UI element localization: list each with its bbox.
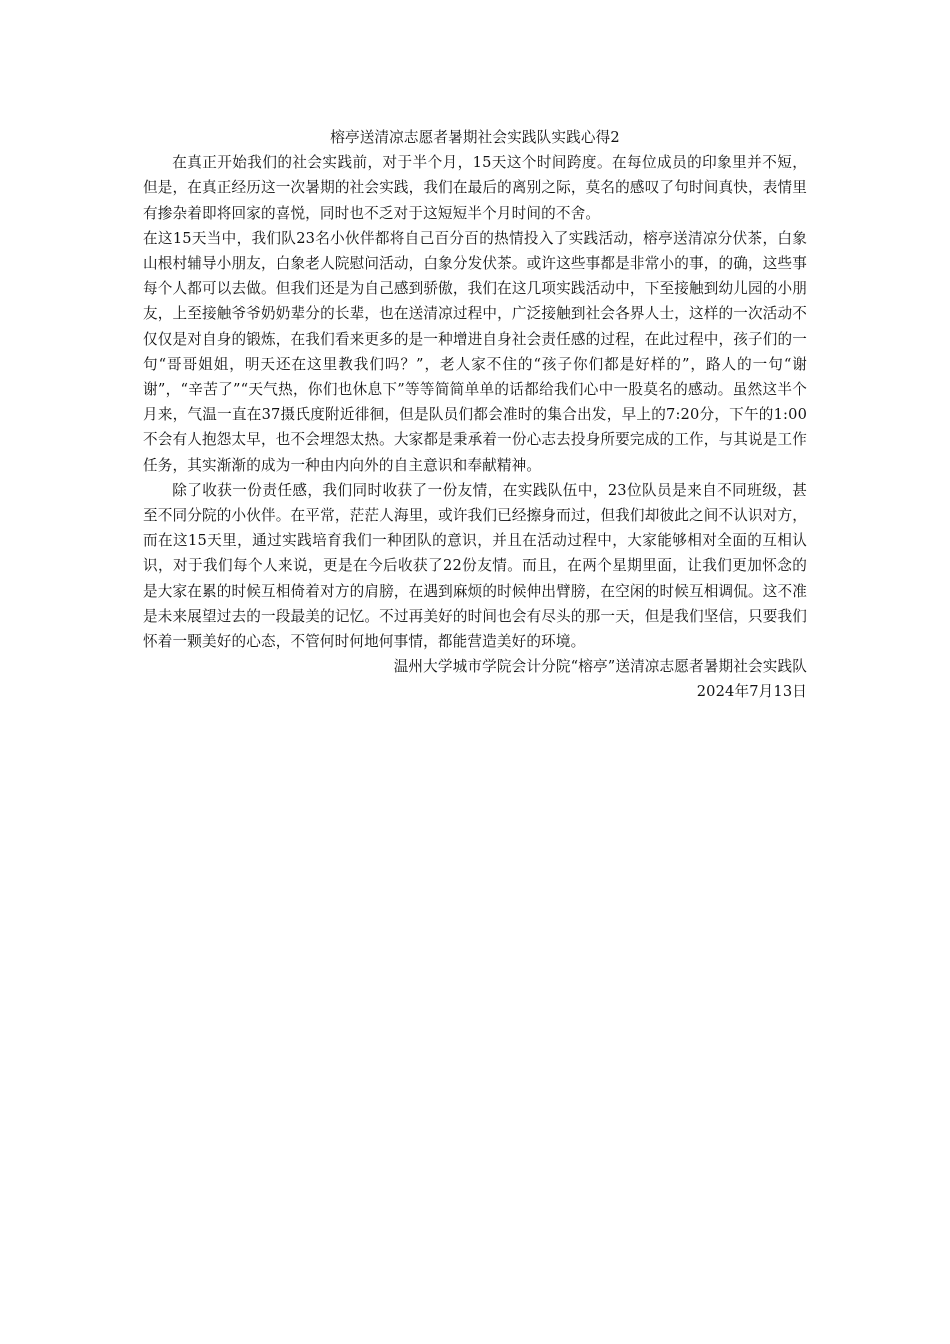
paragraph-1: 在真正开始我们的社会实践前，对于半个月，15天这个时间跨度。在每位成员的印象里并不短，但是，在真正经历这一次暑期的社会实践，我们在最后的离别之际，莫名的感叹了句时间真快，表情里有掺杂着即将回家的喜悦，同时也不乏对于这短短半个月时间的不舍。 [143,154,807,222]
document-page [143,125,807,705]
signature-date: 2024年7月13日 [696,683,807,701]
paragraph-2: 在这15天当中，我们队23名小伙伴都将自己百分百的热情投入了实践活动，榕亭送清凉分伏茶，白象山根村辅导小朋友，白象老人院慰问活动，白象分发伏茶。或许这些事都是非常小的事，的确，这些事每个人都可以去做。但我们还是为自己感到骄傲，我们在这几项实践活动中，下至接触到幼儿园的小朋友，上至接触爷爷奶奶辈分的长辈，也在送清凉过程中，广泛接触到社会各界人士，这样的一次活动不仅仅是对自身的锻炼，在我们看来更多的是一种增进自身社会责任感的过程，在此过程中，孩子们的一句“哥哥姐姐，明天还在这里教我们吗？”，老人家不住的“孩子你们都是好样的”，路人的一句“谢谢”，“辛苦了”“天气热，你们也休息下”等等简简单单的话都给我们心中一股莫名的感动。虽然这半个月来，气温一直在37摄氏度附近徘徊，但是队员们都会准时的集合出发，早上的7:20分，下午的1:00不会有人抱怨太早，也不会埋怨太热。大家都是秉承着一份心志去投身所要完成的工作，与其说是工作任务，其实渐渐的成为一种由内向外的自主意识和奉献精神。 [143,229,807,474]
signature-organization: 温州大学城市学院会计分院“榕亭”送清凉志愿者暑期社会实践队 [393,658,807,676]
paragraph-3: 除了收获一份责任感，我们同时收获了一份友情，在实践队伍中，23位队员是来自不同班级，甚至不同分院的小伙伴。在平常，茫茫人海里，或许我们已经擦身而过，但我们却彼此之间不认识对方，而在这15天里，通过实践培育我们一种团队的意识，并且在活动过程中，大家能够相对全面的互相认识，对于我们每个人来说，更是在今后收获了22份友情。而且，在两个星期里面，让我们更加怀念的是大家在累的时候互相倚着对方的肩膀，在遇到麻烦的时候伸出臂膀，在空闲的时候互相调侃。这不准是未来展望过去的一段最美的记忆。不过再美好的时间也会有尽头的那一天，但是我们坚信，只要我们怀着一颗美好的心态，不管何时何地何事情，都能营造美好的环境。 [143,481,807,651]
document-title: 榕亭送清凉志愿者暑期社会实践队实践心得2 [330,129,620,146]
